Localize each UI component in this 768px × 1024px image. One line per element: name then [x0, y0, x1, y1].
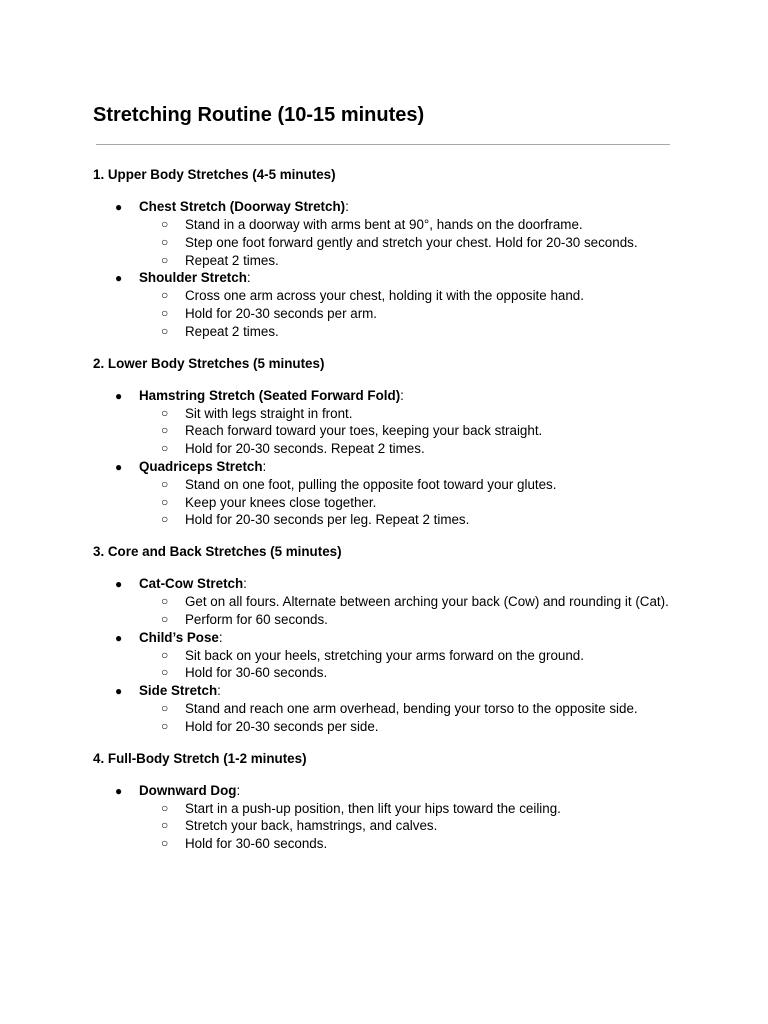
- hollow-bullet-icon: ○: [161, 423, 169, 438]
- step-item: [139, 422, 669, 440]
- hollow-bullet-icon: ○: [161, 323, 169, 338]
- step-text: Step one foot forward gently and stretch your chest. Hold for 20-30 seconds.: [185, 234, 638, 250]
- step-text: Start in a push-up position, then lift your hips toward the ceiling.: [185, 800, 561, 816]
- exercise-header: [115, 782, 673, 800]
- step-item: [139, 494, 669, 512]
- step-item: [139, 323, 669, 341]
- hollow-bullet-icon: ○: [161, 494, 169, 509]
- step-item: [139, 611, 669, 629]
- section-heading: 3. Core and Back Stretches (5 minutes): [93, 544, 342, 559]
- exercise-header: [115, 387, 673, 405]
- step-item: [139, 647, 669, 665]
- exercise-list: [93, 198, 673, 341]
- exercise-header: [115, 682, 673, 700]
- hollow-bullet-icon: ○: [161, 836, 169, 850]
- hollow-bullet-icon: ○: [161, 476, 169, 491]
- hollow-bullet-icon: ○: [161, 701, 169, 715]
- step-text: Sit back on your heels, stretching your arms forward on the ground.: [185, 647, 584, 663]
- hollow-bullet-icon: ○: [161, 512, 169, 527]
- filled-bullet-icon: ●: [115, 200, 123, 214]
- step-text: Get on all fours. Alternate between arching your back (Cow) and rounding it (Cat).: [185, 594, 669, 609]
- filled-bullet-icon: ●: [115, 388, 123, 403]
- step-text: Hold for 20-30 seconds per arm.: [185, 306, 378, 321]
- hollow-bullet-icon: ○: [161, 217, 169, 231]
- exercise-item: [93, 387, 673, 458]
- exercise-item: [93, 782, 673, 853]
- step-text: Sit with legs straight in front.: [185, 405, 353, 421]
- exercise-item: [93, 575, 673, 629]
- step-list: [139, 593, 673, 629]
- step-list: [139, 287, 673, 340]
- step-item: [139, 405, 669, 423]
- hollow-bullet-icon: ○: [161, 405, 169, 420]
- exercise-name: Quadriceps Stretch: [139, 458, 263, 474]
- exercise-name-colon: :: [218, 629, 223, 645]
- filled-bullet-icon: ●: [115, 783, 123, 798]
- hollow-bullet-icon: ○: [161, 818, 169, 833]
- exercise-item: [93, 682, 673, 736]
- hollow-bullet-icon: ○: [161, 234, 169, 249]
- step-text: Hold for 20-30 seconds per leg. Repeat 2 times.: [185, 512, 470, 528]
- exercise-list: [93, 575, 673, 736]
- step-item: [139, 593, 669, 611]
- step-list: [139, 476, 673, 529]
- exercise-name: Downward Dog: [139, 782, 237, 798]
- filled-bullet-icon: ●: [115, 271, 123, 286]
- hollow-bullet-icon: ○: [161, 800, 169, 815]
- exercise-item: [93, 629, 673, 683]
- step-item: [139, 234, 669, 252]
- exercise-name-colon: :: [400, 387, 404, 403]
- hollow-bullet-icon: ○: [161, 288, 169, 303]
- hollow-bullet-icon: ○: [161, 611, 169, 626]
- step-text: Repeat 2 times.: [185, 323, 279, 339]
- step-text: Hold for 30-60 seconds.: [185, 665, 328, 681]
- step-item: [139, 700, 669, 718]
- step-text: Stand and reach one arm overhead, bending your torso to the opposite side.: [185, 701, 638, 716]
- exercise-list: [93, 387, 673, 530]
- exercise-item: [93, 269, 673, 340]
- hollow-bullet-icon: ○: [161, 665, 169, 680]
- exercise-name-colon: :: [236, 782, 241, 798]
- step-text: Repeat 2 times.: [185, 252, 279, 268]
- step-list: [139, 700, 673, 736]
- step-text: Keep your knees close together.: [185, 494, 377, 510]
- step-text: Hold for 30-60 seconds.: [185, 836, 328, 851]
- exercise-header: [115, 269, 673, 287]
- step-item: [139, 287, 669, 305]
- step-text: Stand in a doorway with arms bent at 90°, hands on the doorframe.: [185, 217, 583, 232]
- step-text: Stand on one foot, pulling the opposite foot toward your glutes.: [185, 476, 557, 492]
- hollow-bullet-icon: ○: [161, 252, 169, 267]
- filled-bullet-icon: ●: [115, 577, 123, 591]
- step-list: [139, 800, 673, 853]
- document-title: Stretching Routine (10-15 minutes): [93, 104, 425, 126]
- step-list: [139, 647, 673, 683]
- exercise-name-colon: :: [243, 576, 247, 591]
- hollow-bullet-icon: ○: [161, 594, 169, 608]
- exercise-name-colon: :: [345, 199, 349, 214]
- step-text: Cross one arm across your chest, holding it with the opposite hand.: [185, 288, 584, 304]
- exercise-item: [93, 458, 673, 529]
- exercise-name-colon: :: [246, 270, 251, 286]
- step-item: [139, 718, 669, 736]
- exercise-name: Hamstring Stretch (Seated Forward Fold): [139, 387, 401, 403]
- hollow-bullet-icon: ○: [161, 647, 169, 662]
- exercise-list: [93, 782, 673, 853]
- step-text: Hold for 20-30 seconds per side.: [185, 718, 379, 734]
- exercise-header: [115, 629, 673, 647]
- exercise-name: Chest Stretch (Doorway Stretch): [139, 199, 346, 214]
- step-item: [139, 800, 669, 818]
- step-item: [139, 440, 669, 458]
- step-text: Hold for 20-30 seconds. Repeat 2 times.: [185, 441, 425, 456]
- filled-bullet-icon: ●: [115, 684, 123, 698]
- exercise-item: [93, 198, 673, 269]
- hollow-bullet-icon: ○: [161, 718, 169, 733]
- exercise-name: Cat-Cow Stretch: [139, 576, 244, 591]
- hollow-bullet-icon: ○: [161, 441, 169, 455]
- step-text: Perform for 60 seconds.: [185, 611, 328, 627]
- exercise-name-colon: :: [217, 683, 221, 698]
- step-item: [139, 252, 669, 270]
- step-item: [139, 305, 669, 323]
- exercise-header: [115, 575, 673, 593]
- step-item: [139, 216, 669, 234]
- exercise-header: [115, 458, 673, 476]
- sections-container: [93, 166, 673, 867]
- step-list: [139, 216, 673, 269]
- step-item: [139, 835, 669, 853]
- step-text: Stretch your back, hamstrings, and calves.: [185, 818, 438, 834]
- step-list: [139, 405, 673, 458]
- step-item: [139, 817, 669, 835]
- exercise-name: Shoulder Stretch: [139, 270, 247, 286]
- exercise-name: Child’s Pose: [139, 629, 219, 645]
- step-text: Reach forward toward your toes, keeping your back straight.: [185, 423, 543, 439]
- step-item: [139, 511, 669, 529]
- exercise-name: Side Stretch: [139, 683, 218, 698]
- step-item: [139, 664, 669, 682]
- exercise-header: [115, 198, 673, 216]
- step-item: [139, 476, 669, 494]
- title-divider: [96, 144, 670, 145]
- filled-bullet-icon: ●: [115, 459, 123, 474]
- section-heading: 4. Full-Body Stretch (1-2 minutes): [93, 750, 307, 766]
- filled-bullet-icon: ●: [115, 630, 123, 645]
- section-heading: 2. Lower Body Stretches (5 minutes): [93, 355, 325, 371]
- section-heading: 1. Upper Body Stretches (4-5 minutes): [93, 167, 336, 182]
- hollow-bullet-icon: ○: [161, 306, 169, 320]
- exercise-name-colon: :: [262, 458, 267, 474]
